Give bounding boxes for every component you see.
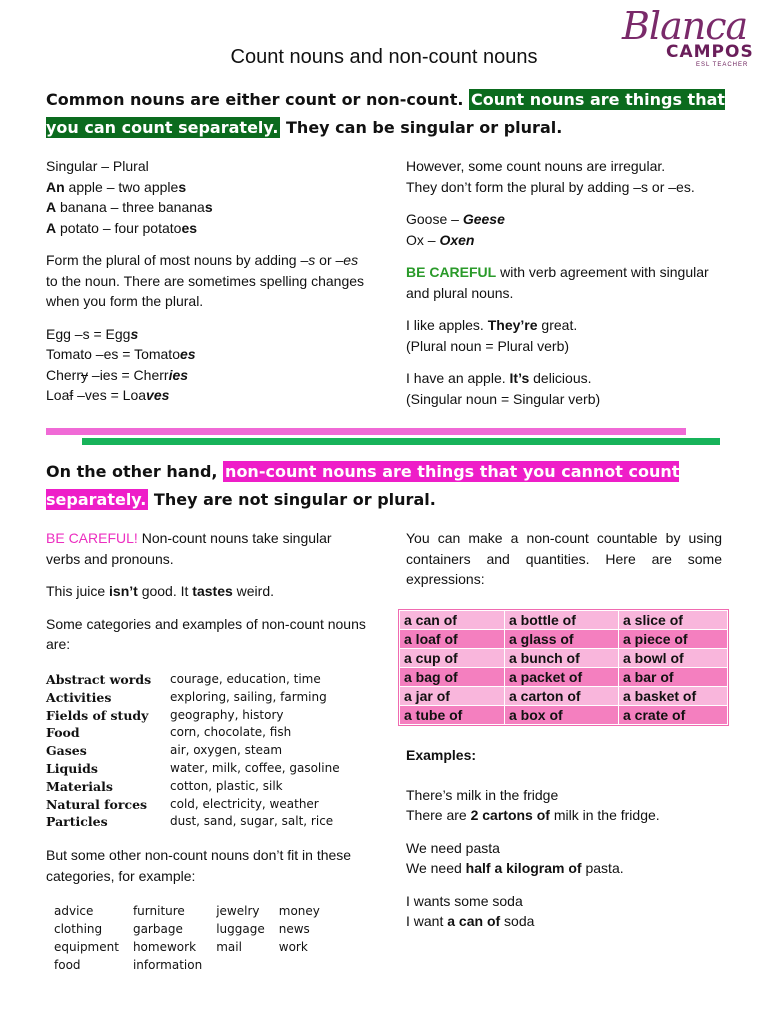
- category-row: [46, 813, 340, 831]
- example-apple: An apple – two apples: [46, 178, 187, 195]
- spelling-tomato: Tomato –es = Tomatoes: [46, 346, 196, 362]
- intro-rest: They can be singular or plural.: [280, 118, 563, 137]
- other-noun: work: [278, 940, 308, 954]
- container-row: [400, 611, 728, 630]
- singular-example: I have an apple. It’s delicious.: [406, 370, 592, 386]
- noncount-plain: On the other hand,: [46, 462, 224, 481]
- example-banana: A banana – three bananas: [46, 199, 213, 215]
- categories-table: [46, 671, 340, 831]
- other-nouns-intro-block: [46, 845, 366, 886]
- category-name: Abstract words: [46, 672, 152, 687]
- category-examples: cotton, plastic, silk: [170, 778, 283, 793]
- other-noun: luggage: [216, 922, 265, 936]
- other-noun: clothing: [54, 922, 103, 936]
- spelling-loaf: Loaf –ves = Loaves: [46, 387, 170, 403]
- category-name: Food: [46, 725, 80, 741]
- other-noun: [216, 956, 279, 974]
- noncount-careful: BE CAREFUL! Non-count nouns take singular verbs and pronouns.: [46, 530, 332, 567]
- category-name: Materials: [46, 778, 113, 794]
- soda-example-1: I wants some soda: [406, 892, 523, 909]
- milk-example-1: There’s milk in the fridge: [406, 786, 559, 803]
- soda-example-2: I want a can of soda: [406, 913, 535, 929]
- other-noun: [279, 956, 334, 974]
- container-expression: a bunch of: [505, 649, 619, 668]
- noncount-lead: [46, 458, 726, 514]
- category-examples: air, oxygen, steam: [170, 743, 283, 758]
- category-examples: corn, chocolate, fish: [170, 725, 292, 740]
- divider-pink: [46, 428, 686, 435]
- spelling-cherry: Cherry –ies = Cherries: [46, 366, 189, 383]
- other-nouns-row: [54, 938, 334, 956]
- other-noun: information: [132, 958, 203, 972]
- other-noun: food: [54, 958, 81, 972]
- containers-table-wrap: [398, 609, 729, 726]
- other-nouns-row: [54, 902, 334, 920]
- logo-name: CAMPOS: [666, 42, 754, 62]
- container-expression: a carton of: [505, 687, 619, 706]
- right-top-column: [406, 156, 726, 409]
- category-name: Particles: [46, 814, 108, 830]
- other-noun: equipment: [54, 940, 119, 954]
- category-row: [46, 778, 340, 796]
- goose-example: Goose – Geese: [406, 211, 505, 227]
- container-expression: a loaf of: [400, 630, 505, 649]
- example-potato: A potato – four potatoes: [46, 219, 198, 236]
- category-examples: cold, electricity, weather: [170, 796, 319, 811]
- container-row: [400, 668, 728, 687]
- container-expression: a bottle of: [505, 611, 619, 630]
- ox-example: Ox – Oxen: [406, 231, 475, 248]
- container-expression: a tube of: [400, 706, 505, 725]
- countable-intro: You can make a non-count countable by using containers and quantities. Here are some expressions:: [406, 530, 722, 587]
- category-examples: courage, education, time: [170, 672, 321, 686]
- other-noun: homework: [132, 940, 197, 954]
- container-row: [400, 706, 728, 725]
- other-noun: garbage: [132, 922, 183, 936]
- category-examples: water, milk, coffee, gasoline: [170, 760, 340, 775]
- logo-script: Blanca: [622, 4, 748, 48]
- category-row: [46, 671, 340, 689]
- right-bottom-examples: [406, 745, 726, 932]
- category-row: [46, 724, 340, 742]
- category-row: [46, 796, 340, 814]
- spelling-egg: Egg –s = Eggs: [46, 325, 139, 342]
- container-expression: a jar of: [400, 687, 505, 706]
- other-noun: jewelry: [216, 904, 260, 918]
- other-noun: advice: [54, 904, 94, 918]
- other-nouns-row: [54, 956, 334, 974]
- examples-label: Examples:: [406, 747, 477, 763]
- category-row: [46, 707, 340, 725]
- countable-intro-block: [406, 528, 722, 590]
- categories-intro: Some categories and examples of non-count nouns are:: [46, 615, 366, 652]
- category-name: Fields of study: [46, 707, 149, 723]
- intro-lead: [46, 86, 726, 142]
- container-expression: a piece of: [619, 630, 728, 649]
- category-name: Natural forces: [46, 796, 148, 812]
- category-examples: dust, sand, sugar, salt, rice: [170, 814, 334, 829]
- noncount-highlight: non-count nouns are things that you cannot count separately.: [46, 462, 680, 509]
- container-row: [400, 630, 728, 649]
- other-noun: news: [278, 922, 310, 936]
- left-top-column: [46, 156, 366, 406]
- container-row: [400, 649, 728, 668]
- singular-example-note: (Singular noun = Singular verb): [406, 390, 601, 407]
- plural-rule: Form the plural of most nouns by adding –s or –es to the noun. There are sometimes spelling changes when you form the plural.: [46, 252, 365, 309]
- container-expression: a bar of: [619, 668, 728, 687]
- pasta-example-2: We need half a kilogram of pasta.: [406, 860, 624, 876]
- other-nouns-table: [54, 902, 334, 974]
- pasta-example-1: We need pasta: [406, 839, 500, 856]
- other-nouns-row: [54, 920, 334, 938]
- category-name: Liquids: [46, 760, 98, 776]
- verb-agreement-note: BE CAREFUL with verb agreement with singular and plural nouns.: [406, 264, 709, 301]
- category-row: [46, 689, 340, 707]
- container-expression: a glass of: [505, 630, 619, 649]
- container-expression: a basket of: [619, 687, 728, 706]
- container-expression: a can of: [400, 611, 505, 630]
- container-row: [400, 687, 728, 706]
- intro-plain: Common nouns are either count or non-count.: [46, 90, 469, 109]
- singular-plural-heading: Singular – Plural: [46, 158, 149, 174]
- intro-highlight: Count nouns are things that you can count separately.: [46, 90, 726, 137]
- category-examples: geography, history: [170, 707, 284, 722]
- category-name: Gases: [46, 743, 87, 759]
- noncount-rest: They are not singular or plural.: [148, 490, 436, 509]
- category-row: [46, 760, 340, 778]
- category-row: [46, 742, 340, 760]
- other-noun: furniture: [132, 904, 185, 918]
- other-noun: mail: [216, 940, 242, 954]
- milk-example-2: There are 2 cartons of milk in the fridge.: [406, 807, 660, 823]
- container-expression: a crate of: [619, 706, 728, 725]
- container-expression: a bag of: [400, 668, 505, 687]
- container-expression: a cup of: [400, 649, 505, 668]
- container-expression: a slice of: [619, 611, 728, 630]
- plural-example-note: (Plural noun = Plural verb): [406, 337, 570, 354]
- divider-green: [82, 438, 720, 445]
- container-expression: a packet of: [505, 668, 619, 687]
- page-title: Count nouns and non-count nouns: [230, 46, 538, 68]
- other-noun: money: [278, 904, 320, 918]
- left-bottom-column: [46, 528, 366, 655]
- irregular-line-1: However, some count nouns are irregular.: [406, 158, 666, 174]
- container-expression: a box of: [505, 706, 619, 725]
- irregular-line-2: They don’t form the plural by adding –s or –es.: [406, 178, 695, 195]
- category-name: Activities: [46, 689, 112, 705]
- plural-example: I like apples. They’re great.: [406, 317, 578, 333]
- logo-tagline: ESL TEACHER: [696, 62, 749, 68]
- category-examples: exploring, sailing, farming: [170, 689, 327, 704]
- container-expression: a bowl of: [619, 649, 728, 668]
- juice-example: This juice isn’t good. It tastes weird.: [46, 583, 274, 599]
- containers-table: [399, 610, 728, 725]
- other-nouns-intro: But some other non-count nouns don’t fit in these categories, for example:: [46, 847, 352, 884]
